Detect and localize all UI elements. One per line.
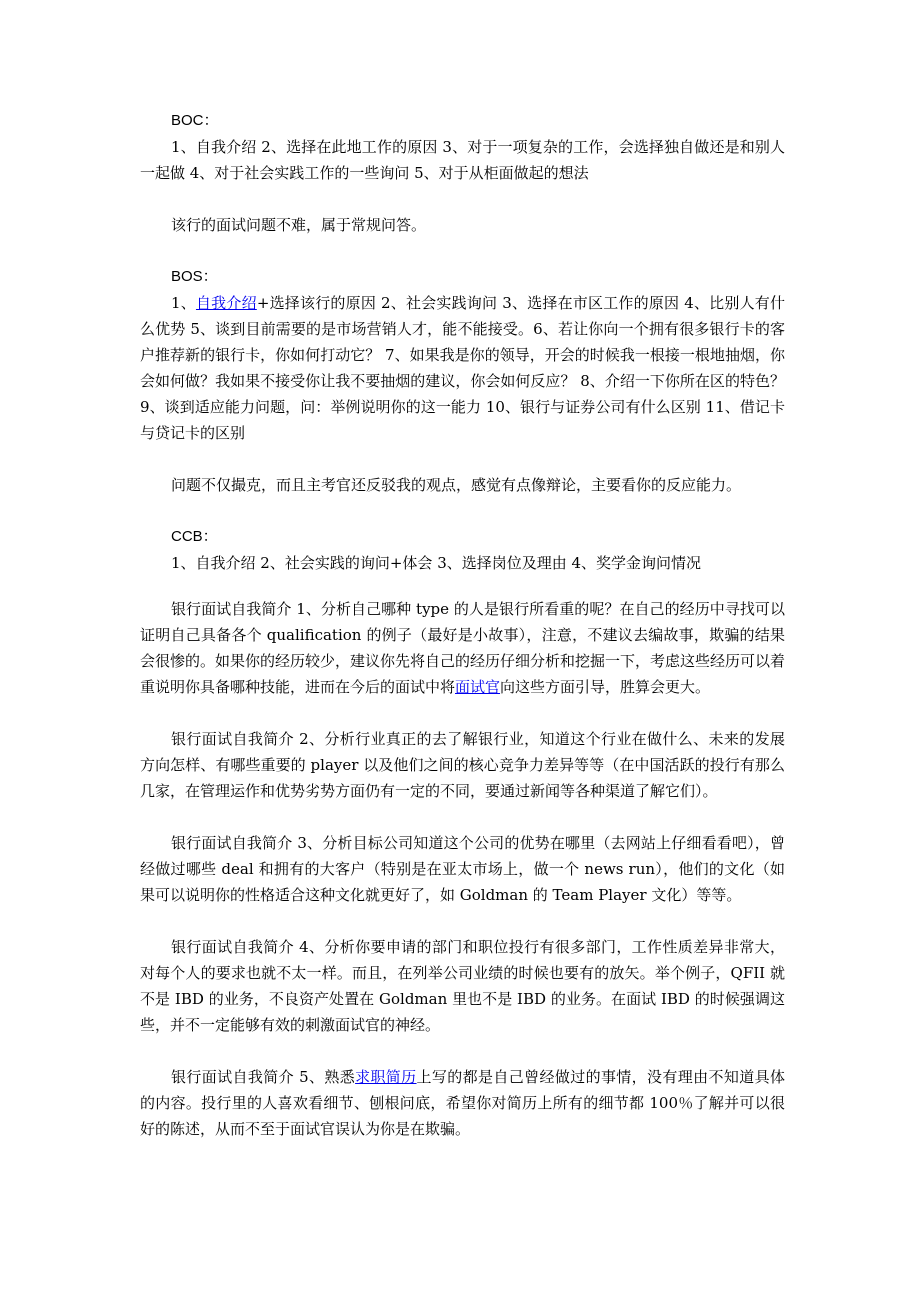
tip-1-text-after: 向这些方面引导，胜算会更大。 [500,678,711,696]
spacer [140,186,785,212]
tip-5-text-after: 上写的都是自己曾经做过的事情，没有理由不知道具体的内容。投行里的人喜欢看细节、刨根问底，希望你对简历上所有的细节都 100％了解并可以很好的陈述，从而不至于面试官误认为你是在欺骗。 [140,1068,785,1138]
boc-heading: BOC： [171,112,219,129]
tip-paragraph-1 [140,596,785,700]
interviewer-link[interactable]: 面试官 [455,678,501,696]
spacer [140,1038,785,1064]
spacer [140,576,785,596]
tip-5-text: 银行面试自我简介 5、熟悉 [171,1068,356,1086]
boc-questions: 1、自我介绍 2、选择在此地工作的原因 3、对于一项复杂的工作，会选择独自做还是和别人一起做 4、对于社会实践工作的一些询问 5、对于从柜面做起的想法 [140,138,785,182]
spacer [140,908,785,934]
bos-questions-prefix: 1、 [171,294,196,312]
ccb-heading: CCB： [171,528,218,545]
document-body [140,108,785,1142]
tip-paragraph-4: 银行面试自我简介 4、分析你要申请的部门和职位投行有很多部门，工作性质差异非常大，对每个人的要求也就不太一样。而且，在列举公司业绩的时候也要有的放矢。举个例子，QFII 就不是 IBD 的业务，不良资产处置在 Goldman 里也不是 IBD 的业务。在面试 IBD 的时候强调这些，并不一定能够有效的刺激面试官的神经。 [140,938,785,1034]
bos-comment: 问题不仅撮克，而且主考官还反驳我的观点，感觉有点像辩论，主要看你的反应能力。 [171,476,742,494]
tip-paragraph-3: 银行面试自我简介 3、分析目标公司知道这个公司的优势在哪里（去网站上仔细看看吧），曾经做过哪些 deal 和拥有的大客户（特别是在亚太市场上，做一个 news run），他们的文化（如果可以说明你的性格适合这种文化就更好了，如 Goldman 的 Team Player 文化）等等。 [140,834,785,904]
spacer [140,804,785,830]
ccb-questions: 1、自我介绍 2、社会实践的询问+体会 3、选择岗位及理由 4、奖学金询问情况 [171,554,702,572]
spacer [140,498,785,524]
resume-link[interactable]: 求职简历 [355,1068,417,1086]
spacer [140,446,785,472]
tip-1-text: 银行面试自我简介 1、分析自己哪种 type 的人是银行所看重的呢？在自己的经历中寻找可以证明自己具备各个 qualification 的例子（最好是小故事），注意，不建议去编故事，欺骗的结果会很惨的。如果你的经历较少，建议你先将自己的经历仔细分析和挖掘一下，考虑这些经历可以着重说明你具备哪种技能，进而在今后的面试中将 [140,600,786,696]
spacer [140,700,785,726]
bos-heading: BOS： [171,268,218,285]
tip-paragraph-2: 银行面试自我简介 2、分析行业真正的去了解银行业，知道这个行业在做什么、未来的发展方向怎样、有哪些重要的 player 以及他们之间的核心竞争力差异等等（在中国活跃的投行有那么几家，在管理运作和优势劣势方面仍有一定的不同，要通过新闻等各种渠道了解它们）。 [140,730,785,800]
bos-questions-rest: +选择该行的原因 2、社会实践询问 3、选择在市区工作的原因 4、比别人有什么优势 5、谈到目前需要的是市场营销人才，能不能接受。6、若让你向一个拥有很多银行卡的客户推荐新的银行卡，你如何打动它？ 7、如果我是你的领导，开会的时候我一根接一根地抽烟，你会如何做？我如果不接受你让我不要抽烟的建议，你会如何反应？ 8、介绍一下你所在区的特色？ 9、谈到适应能力问题，问：举例说明你的这一能力 10、银行与证券公司有什么区别 11、借记卡与贷记卡的区别 [140,294,785,442]
spacer [140,238,785,264]
bos-questions [140,290,785,446]
self-intro-link[interactable]: 自我介绍 [195,294,257,312]
boc-comment: 该行的面试问题不难，属于常规问答。 [171,216,427,234]
tip-paragraph-5 [140,1064,785,1142]
